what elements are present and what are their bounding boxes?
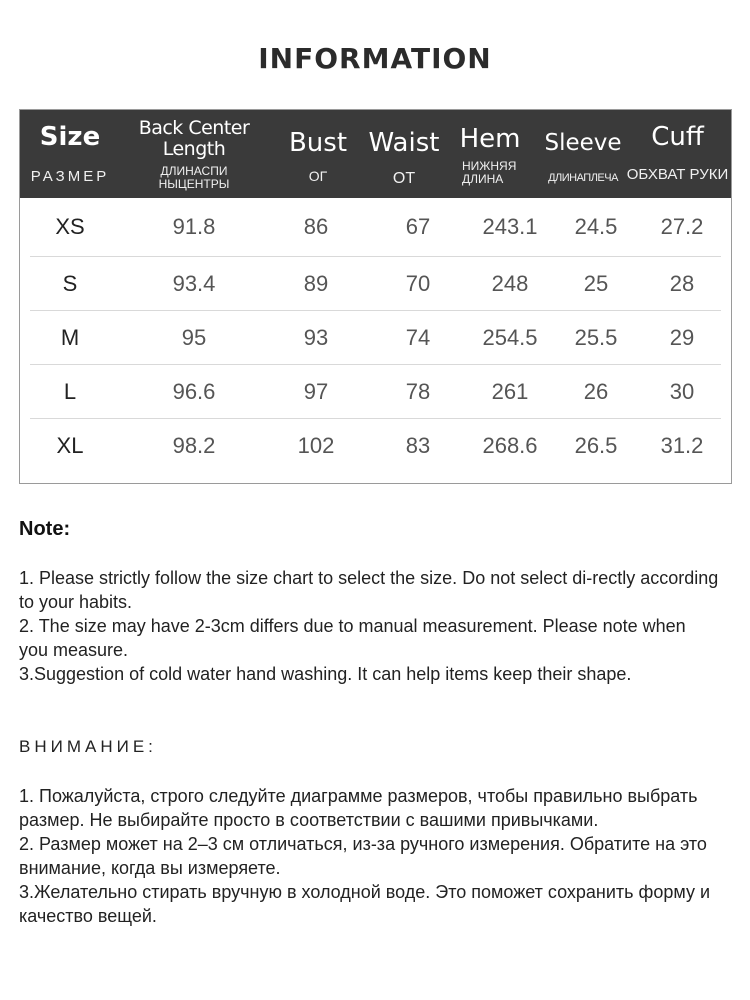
- cell-sleeve: 26.5: [574, 433, 618, 458]
- cell-bust: 89: [303, 271, 329, 296]
- cell-bust: 93: [303, 325, 329, 350]
- table-row: [30, 310, 721, 365]
- header-back-center-length: [128, 110, 260, 198]
- header-sleeve: [542, 110, 624, 198]
- header-sleeve-sub: ДЛИНАПЛЕЧА: [548, 172, 618, 184]
- cell-back-center-length: 98.2: [172, 433, 216, 458]
- size-chart-table: [19, 109, 732, 484]
- cell-hem: 261: [491, 379, 529, 404]
- note-item: 1. Please strictly follow the size chart to select the size. Do not select di-rectly according to your habits.: [19, 568, 719, 612]
- cell-bust: 86: [303, 214, 329, 239]
- note-body: [19, 566, 719, 686]
- header-cuff-sub: ОБХВАТ РУКИ: [626, 166, 729, 183]
- header-cuff: [624, 110, 731, 198]
- header-sleeve-label: Sleeve: [544, 130, 622, 156]
- cell-sleeve: 25.5: [574, 325, 618, 350]
- page-title: INFORMATION: [258, 42, 492, 75]
- cell-hem: 243.1: [482, 214, 538, 239]
- header-size: [20, 110, 120, 198]
- header-cuff-label: Cuff: [651, 122, 704, 152]
- cell-cuff: 29: [669, 325, 695, 350]
- table-header: [20, 110, 731, 198]
- table-row: [30, 364, 721, 419]
- note-item: 2. The size may have 2-3cm differs due to manual measurement. Please note when you measure.: [19, 616, 686, 660]
- table-row: [30, 200, 721, 254]
- header-back-center-length-label: Back Center Length: [138, 117, 250, 160]
- cell-hem: 254.5: [482, 325, 538, 350]
- cell-waist: 70: [405, 271, 431, 296]
- table-row: [30, 256, 721, 311]
- cell-size: XL: [56, 433, 84, 458]
- cell-cuff: 30: [669, 379, 695, 404]
- header-bust: [278, 110, 358, 198]
- cell-size: S: [62, 271, 78, 296]
- cell-back-center-length: 96.6: [172, 379, 216, 404]
- header-back-center-length-sub: ДЛИНАСПИ НЫЦЕНТРЫ: [158, 164, 230, 191]
- header-waist-label: Waist: [368, 128, 440, 158]
- ru-note-item: 2. Размер может на 2–3 см отличаться, из-за ручного измерения. Обратите на это внимание, когда вы измеряете.: [19, 834, 707, 878]
- header-waist: [364, 110, 444, 198]
- cell-waist: 83: [405, 433, 431, 458]
- cell-waist: 67: [405, 214, 431, 239]
- header-waist-sub: ОТ: [392, 170, 416, 187]
- cell-back-center-length: 93.4: [172, 271, 216, 296]
- cell-back-center-length: 95: [181, 325, 207, 350]
- cell-sleeve: 26: [583, 379, 609, 404]
- cell-sleeve: 24.5: [574, 214, 618, 239]
- cell-hem: 248: [491, 271, 529, 296]
- header-bust-label: Bust: [288, 128, 348, 158]
- cell-hem: 268.6: [482, 433, 538, 458]
- ru-note-item: 3.Желательно стирать вручную в холодной воде. Это поможет сохранить форму и качество вещей.: [19, 882, 711, 926]
- cell-bust: 97: [303, 379, 329, 404]
- header-hem-label: Hem: [459, 124, 521, 154]
- cell-size: L: [63, 379, 77, 404]
- header-size-sub: РАЗМЕР: [30, 168, 110, 185]
- note-heading: Note:: [19, 518, 71, 540]
- ru-note-item: 1. Пожалуйста, строго следуйте диаграмме размеров, чтобы правильно выбрать размер. Не выбирайте просто в соответствии с вашими привычками.: [19, 786, 698, 830]
- table-row: [30, 418, 721, 473]
- header-hem: [452, 110, 528, 198]
- header-size-label: Size: [39, 122, 101, 152]
- note-item: 3.Suggestion of cold water hand washing. It can help items keep their shape.: [19, 664, 632, 684]
- cell-waist: 74: [405, 325, 431, 350]
- cell-sleeve: 25: [583, 271, 609, 296]
- header-bust-sub: ОГ: [308, 168, 328, 184]
- cell-back-center-length: 91.8: [172, 214, 216, 239]
- cell-size: XS: [55, 214, 85, 239]
- cell-bust: 102: [297, 433, 335, 458]
- ru-note-heading: ВНИМАНИЕ:: [19, 737, 157, 756]
- cell-size: M: [60, 325, 80, 350]
- cell-cuff: 27.2: [660, 214, 704, 239]
- cell-cuff: 28: [669, 271, 695, 296]
- ru-note-body: [19, 784, 731, 928]
- cell-waist: 78: [405, 379, 431, 404]
- cell-cuff: 31.2: [660, 433, 704, 458]
- header-hem-sub: НИЖНЯЯ ДЛИНА: [462, 159, 517, 186]
